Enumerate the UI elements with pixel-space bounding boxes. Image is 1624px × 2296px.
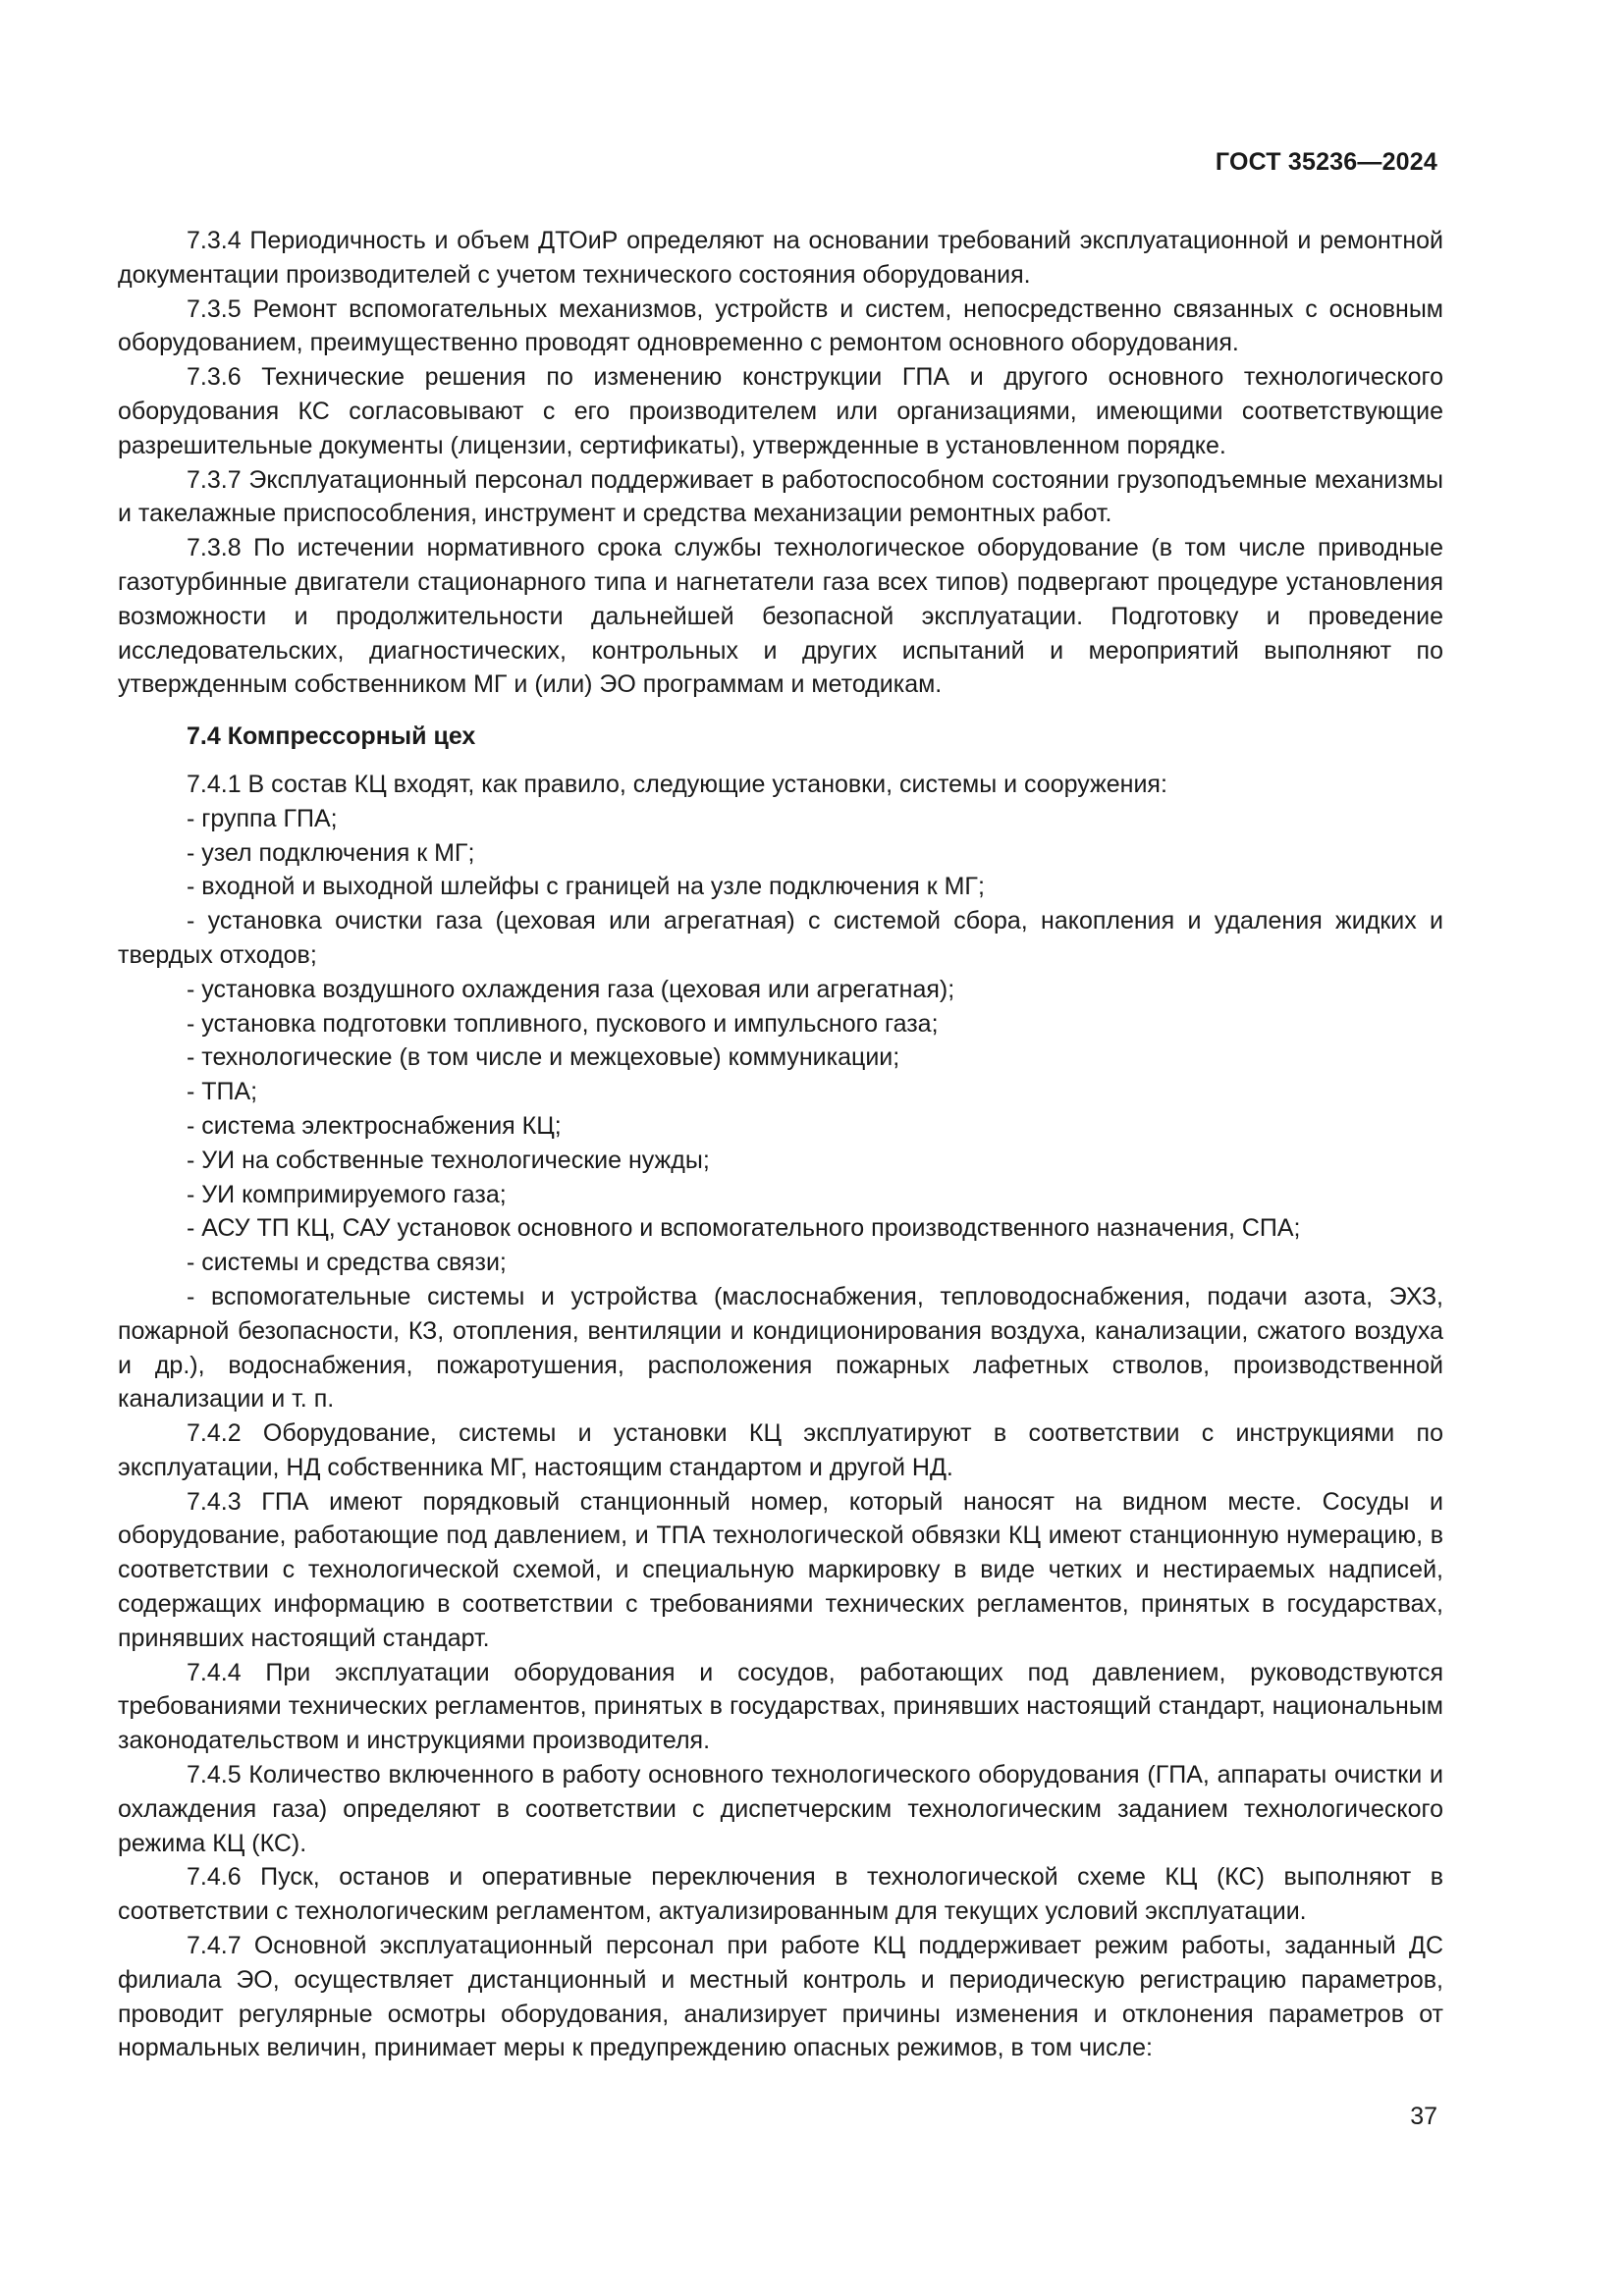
list-item: - технологические (в том числе и межцеховые) коммуникации;: [187, 1043, 900, 1072]
components-list: [118, 802, 1443, 1416]
list-item: - системы и средства связи;: [187, 1249, 507, 1277]
paragraph-7-3-4: 7.3.4 Периодичность и объем ДТОиР определяют на основании требований эксплуатационной и ремонтной документации производителей с учетом технического состояния оборудования.: [118, 227, 1443, 289]
paragraph-7-4-5: 7.4.5 Количество включенного в работу основного технологического оборудования (ГПА, аппараты очистки и охлаждения газа) определяют в соответствии с диспетчерским технологическим заданием технологического режима КЦ (КС).: [118, 1761, 1443, 1857]
paragraph-7-4-3: 7.4.3 ГПА имеют порядковый станционный номер, который наносят на видном месте. Сосуды и оборудование, работающие под давлением, и ТПА технологической обвязки КЦ имеют станционную нумерацию, в соответствии с технологической схемой, и специальную маркировку в виде четких и нестираемых надписей, содержащих информацию в соответствии с требованиями технических регламентов, принятых в государствах, принявших настоящий стандарт.: [118, 1487, 1443, 1652]
paragraph-7-3-6: 7.3.6 Технические решения по изменению конструкции ГПА и другого основного технологического оборудования КС согласовывают с его производителем или организациями, имеющими соответствующие разрешительные документы (лицензии, сертификаты), утвержденные в установленном порядке.: [118, 363, 1443, 459]
page-number: 37: [1410, 2103, 1437, 2130]
paragraph-7-3-5: 7.3.5 Ремонт вспомогательных механизмов, устройств и систем, непосредственно связанных с основным оборудованием, преимущественно проводят одновременно с ремонтом основного оборудования.: [118, 294, 1443, 357]
document-header: ГОСТ 35236—2024: [1215, 148, 1437, 176]
list-item: - установка подготовки топливного, пускового и импульсного газа;: [187, 1009, 939, 1038]
paragraph-7-4-2: 7.4.2 Оборудование, системы и установки КЦ эксплуатируют в соответствии с инструкциями по эксплуатации, НД собственника МГ, настоящим стандартом и другой НД.: [118, 1419, 1443, 1481]
section-heading-7-4: 7.4 Компрессорный цех: [187, 722, 476, 751]
list-item: - УИ компримируемого газа;: [187, 1180, 507, 1208]
list-item: - установка воздушного охлаждения газа (цеховая или агрегатная);: [187, 975, 955, 1003]
document-body: [118, 224, 1443, 2065]
paragraph-7-3-8: 7.3.8 По истечении нормативного срока службы технологическое оборудование (в том числе приводные газотурбинные двигатели стационарного типа и нагнетатели газа всех типов) подвергают процедуре установления возможности и продолжительности дальнейшей безопасной эксплуатации. Подготовку и проведение исследовательских, диагностических, контрольных и других испытаний и мероприятий выполняют по утвержденным собственником МГ и (или) ЭО программам и методикам.: [118, 534, 1443, 699]
list-item: - УИ на собственные технологические нужды;: [187, 1146, 710, 1174]
paragraph-7-4-1: 7.4.1 В состав КЦ входят, как правило, следующие установки, системы и сооружения:: [187, 770, 1167, 798]
list-item: - ТПА;: [187, 1078, 258, 1106]
list-item: - узел подключения к МГ;: [187, 838, 475, 867]
list-item: - АСУ ТП КЦ, САУ установок основного и вспомогательного производственного назначения, СПА;: [187, 1214, 1301, 1243]
paragraph-7-3-7: 7.3.7 Эксплуатационный персонал поддерживает в работоспособном состоянии грузоподъемные механизмы и такелажные приспособления, инструмент и средства механизации ремонтных работ.: [118, 465, 1443, 528]
list-item: - вспомогательные системы и устройства (маслоснабжения, тепловодоснабжения, подачи азота, ЭХЗ, пожарной безопасности, КЗ, отопления, вентиляции и кондиционирования воздуха, канализации, сжатого воздуха и др.), водоснабжения, пожаротушения, расположения пожарных лафетных стволов, производственной канализации и т. п.: [118, 1282, 1443, 1414]
paragraph-7-4-4: 7.4.4 При эксплуатации оборудования и сосудов, работающих под давлением, руководствуются требованиями технических регламентов, принятых в государствах, принявших настоящий стандарт, национальным законодательством и инструкциями производителя.: [118, 1658, 1443, 1755]
list-item: - установка очистки газа (цеховая или агрегатная) с системой сбора, накопления и удаления жидких и твердых отходов;: [118, 907, 1443, 969]
list-item: - входной и выходной шлейфы с границей на узле подключения к МГ;: [187, 873, 985, 901]
list-item: - группа ГПА;: [187, 804, 338, 832]
paragraph-7-4-7: 7.4.7 Основной эксплуатационный персонал при работе КЦ поддерживает режим работы, заданный ДС филиала ЭО, осуществляет дистанционный и местный контроль и периодическую регистрацию параметров, проводит регулярные осмотры оборудования, анализирует причины изменения и отклонения параметров от нормальных величин, принимает меры к предупреждению опасных режимов, в том числе:: [118, 1932, 1443, 2062]
list-item: - система электроснабжения КЦ;: [187, 1111, 562, 1140]
paragraph-7-4-6: 7.4.6 Пуск, останов и оперативные переключения в технологической схеме КЦ (КС) выполняют в соответствии с технологическим регламентом, актуализированным для текущих условий эксплуатации.: [118, 1863, 1443, 1926]
